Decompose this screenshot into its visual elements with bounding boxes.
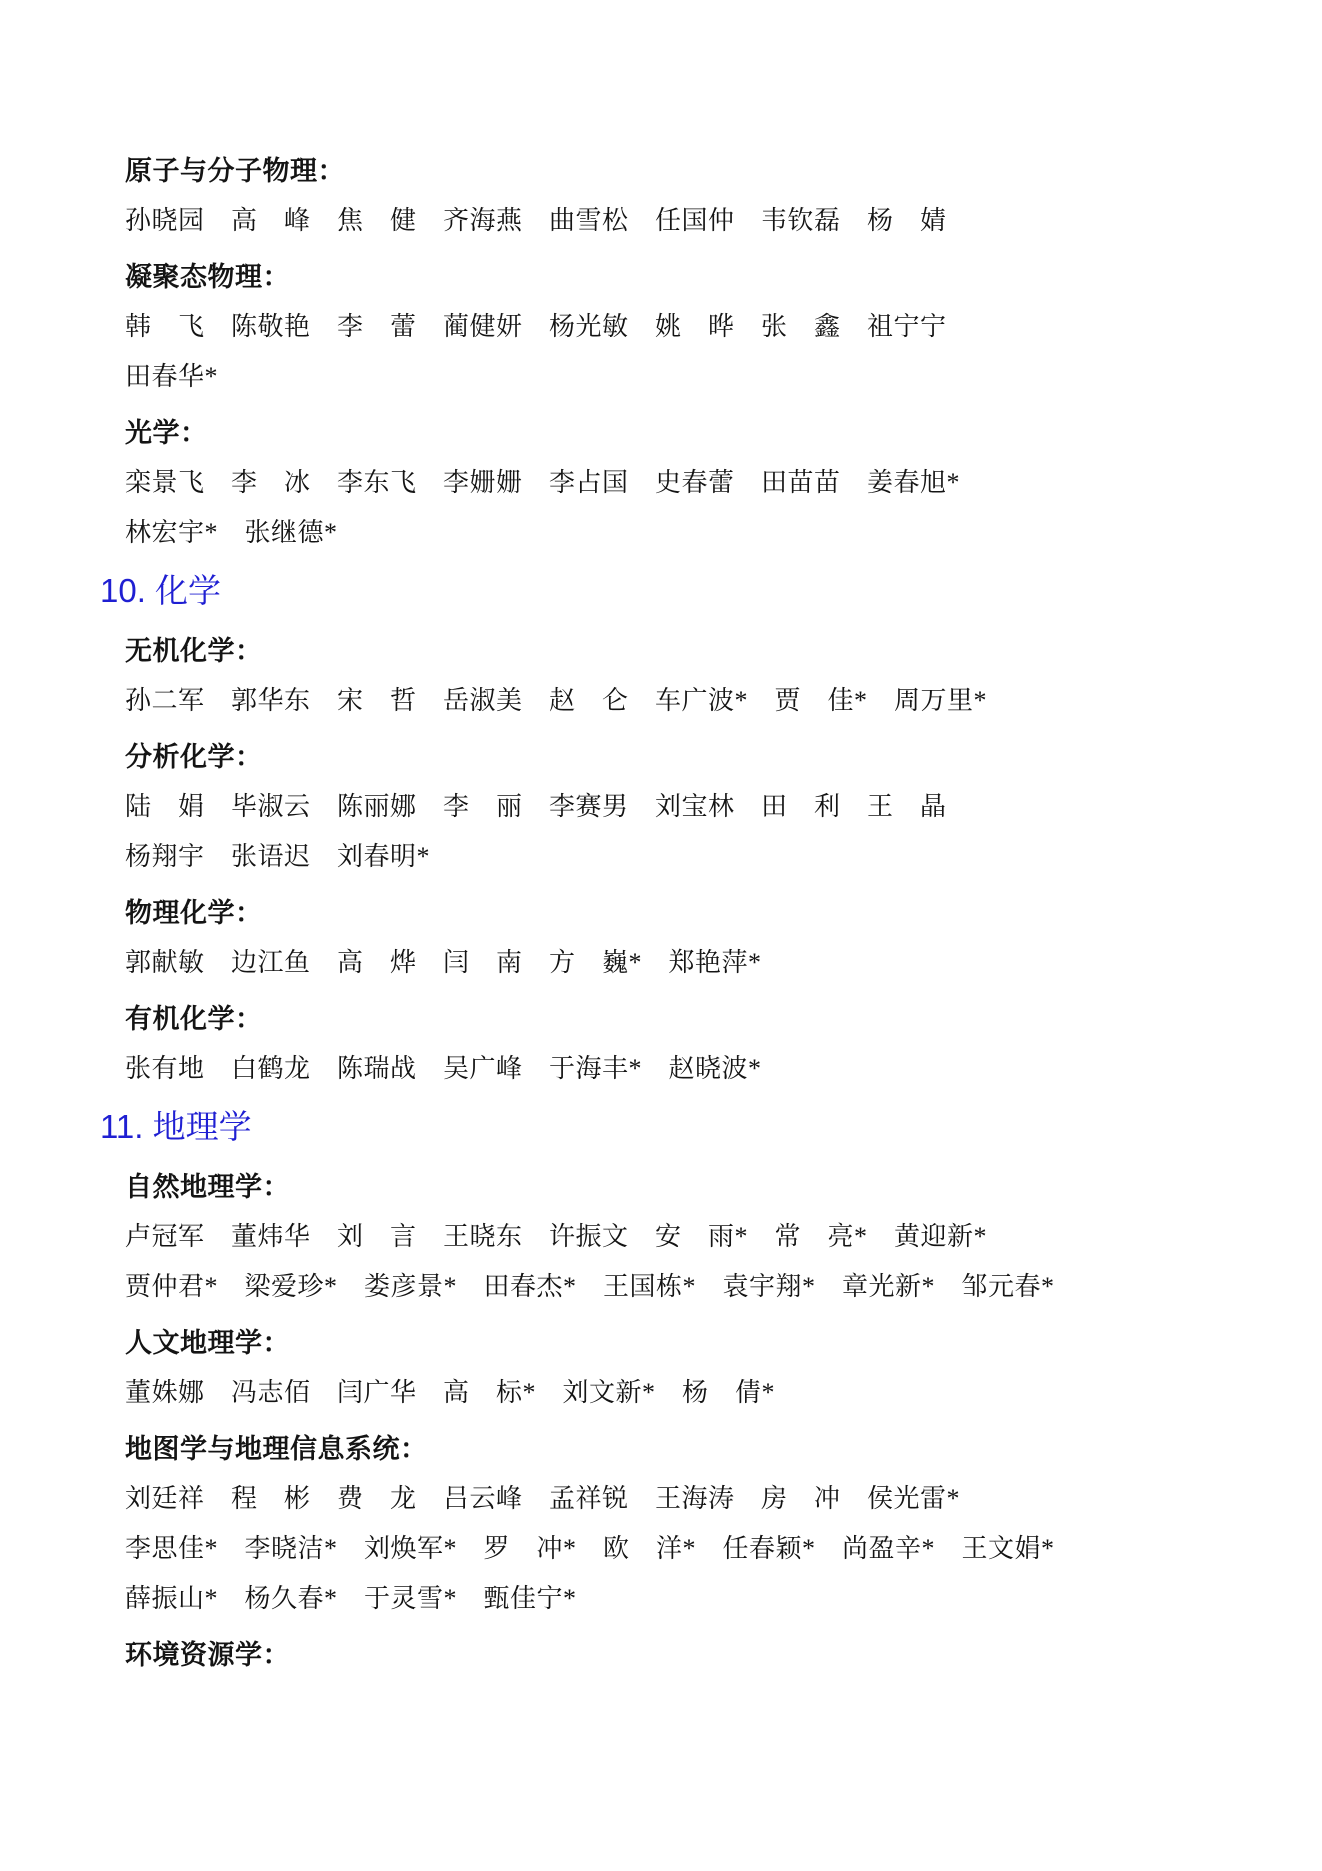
section-heading-chemistry: 10. 化学 bbox=[100, 572, 222, 609]
names-line: 孙晓园 高 峰 焦 健 齐海燕 曲雪松 任国仲 韦钦磊 杨 婧 bbox=[125, 206, 947, 235]
subsection-heading-analytical-chemistry: 分析化学： bbox=[125, 742, 263, 772]
names-line: 田春华* bbox=[125, 362, 219, 391]
section-heading-geography: 11. 地理学 bbox=[100, 1108, 252, 1145]
subsection-heading-environment-resources: 环境资源学： bbox=[125, 1640, 290, 1670]
names-line: 贾仲君* 梁爱珍* 娄彦景* 田春杰* 王国栋* 袁宇翔* 章光新* 邹元春* bbox=[125, 1272, 1055, 1301]
names-line: 陆 娟 毕淑云 陈丽娜 李 丽 李赛男 刘宝林 田 利 王 晶 bbox=[125, 792, 947, 821]
names-line: 郭献敏 边江鱼 高 烨 闫 南 方 巍* 郑艳萍* bbox=[125, 948, 762, 977]
names-line: 薛振山* 杨久春* 于灵雪* 甄佳宁* bbox=[125, 1584, 577, 1613]
subsection-heading-physical-geography: 自然地理学： bbox=[125, 1172, 290, 1202]
names-line: 杨翔宇 张语迟 刘春明* bbox=[125, 842, 431, 871]
names-line: 董姝娜 冯志佰 闫广华 高 标* 刘文新* 杨 倩* bbox=[125, 1378, 776, 1407]
subsection-heading-optics: 光学： bbox=[125, 418, 208, 448]
subsection-heading-organic-chemistry: 有机化学： bbox=[125, 1004, 263, 1034]
subsection-heading-human-geography: 人文地理学： bbox=[125, 1328, 290, 1358]
names-line: 张有地 白鹤龙 陈瑞战 吴广峰 于海丰* 赵晓波* bbox=[125, 1054, 762, 1083]
subsection-heading-inorganic-chemistry: 无机化学： bbox=[125, 636, 263, 666]
names-line: 栾景飞 李 冰 李东飞 李姗姗 李占国 史春蕾 田苗苗 姜春旭* bbox=[125, 468, 961, 497]
names-line: 卢冠军 董炜华 刘 言 王晓东 许振文 安 雨* 常 亮* 黄迎新* bbox=[125, 1222, 988, 1251]
names-line: 李思佳* 李晓洁* 刘焕军* 罗 冲* 欧 洋* 任春颖* 尚盈辛* 王文娟* bbox=[125, 1534, 1055, 1563]
names-line: 刘廷祥 程 彬 费 龙 吕云峰 孟祥锐 王海涛 房 冲 侯光雷* bbox=[125, 1484, 961, 1513]
subsection-heading-atomic-molecular-physics: 原子与分子物理： bbox=[125, 156, 345, 186]
names-line: 孙二军 郭华东 宋 哲 岳淑美 赵 仑 车广波* 贾 佳* 周万里* bbox=[125, 686, 988, 715]
names-line: 林宏宇* 张继德* bbox=[125, 518, 338, 547]
names-line: 韩 飞 陈敬艳 李 蕾 蔺健妍 杨光敏 姚 晔 张 鑫 祖宁宁 bbox=[125, 312, 947, 341]
subsection-heading-physical-chemistry: 物理化学： bbox=[125, 898, 263, 928]
subsection-heading-condensed-matter-physics: 凝聚态物理： bbox=[125, 262, 290, 292]
subsection-heading-cartography-gis: 地图学与地理信息系统： bbox=[125, 1434, 428, 1464]
